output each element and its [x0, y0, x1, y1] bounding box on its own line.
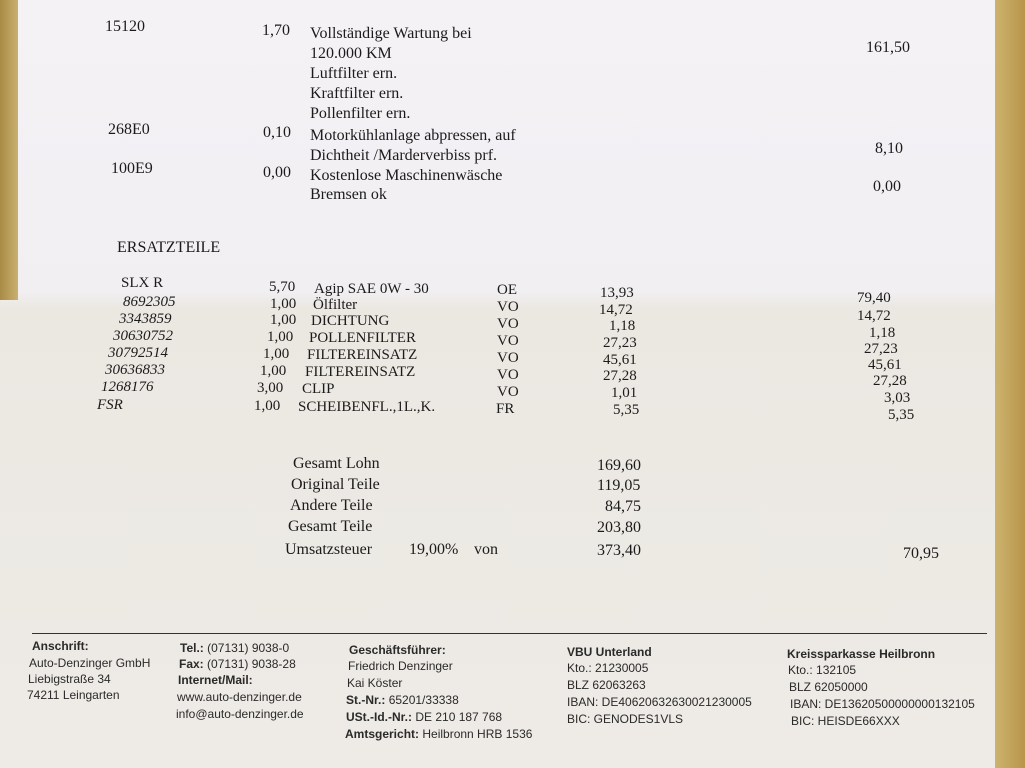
part-number: 30630752	[113, 328, 173, 344]
part-desc: POLLENFILTER	[309, 330, 416, 346]
labor-desc: Kraftfilter ern.	[310, 85, 404, 102]
bank2-line: Kto.: 132105	[788, 663, 857, 677]
bank1-title: VBU Unterland	[567, 645, 652, 659]
part-qty: 1,00	[254, 398, 281, 414]
labor-desc: Vollständige Wartung bei	[310, 25, 472, 42]
address-line: 74211 Leingarten	[27, 688, 120, 702]
labor-code: 15120	[105, 18, 145, 35]
part-total: 5,35	[888, 407, 915, 423]
part-total: 79,40	[857, 290, 891, 306]
bank2-line: BLZ 62050000	[789, 680, 868, 694]
bank1-line: BIC: GENODES1VLS	[567, 712, 684, 726]
part-qty: 1,00	[260, 363, 287, 379]
part-total: 45,61	[868, 357, 902, 373]
labor-desc: Bremsen ok	[310, 186, 387, 203]
part-qty: 1,00	[270, 296, 297, 312]
summary-label: Andere Teile	[290, 497, 373, 514]
part-qty: 1,00	[267, 329, 294, 345]
court-line	[345, 727, 532, 742]
part-type: VO	[497, 384, 519, 400]
part-desc: FILTEREINSATZ	[307, 347, 418, 363]
bank1-line: IBAN: DE40620632630021230005	[567, 695, 752, 709]
labor-code: 100E9	[111, 160, 153, 177]
part-qty: 5,70	[269, 279, 296, 295]
summary-value: 84,75	[605, 498, 641, 515]
part-type: VO	[497, 350, 519, 366]
part-type: OE	[497, 282, 517, 298]
labor-code: 268E0	[108, 121, 150, 138]
summary-label: Gesamt Teile	[288, 518, 373, 535]
part-number: SLX R	[121, 275, 164, 291]
tax-rate: 19,00%	[409, 541, 459, 558]
stnr-value: 65201/33338	[388, 693, 459, 707]
web-title: Internet/Mail:	[178, 673, 253, 687]
labor-desc: Motorkühlanlage abpressen, auf	[310, 127, 516, 144]
tel-number: (07131) 9038-0	[207, 641, 290, 655]
part-desc: DICHTUNG	[311, 313, 390, 329]
part-qty: 1,00	[263, 346, 290, 362]
part-number: 30792514	[108, 345, 168, 361]
summary-value: 119,05	[597, 477, 641, 494]
parts-heading: ERSATZTEILE	[117, 239, 221, 256]
part-number: 3343859	[119, 311, 172, 327]
footer-divider	[32, 633, 987, 634]
part-unit-price: 13,93	[600, 285, 634, 301]
tax-von: von	[474, 541, 498, 558]
part-type: VO	[497, 299, 519, 315]
part-desc: Ölfilter	[313, 297, 358, 313]
website-link[interactable]: www.auto-denzinger.de	[177, 690, 302, 704]
tel-label: Tel.:	[180, 641, 204, 655]
labor-desc: Luftfilter ern.	[310, 65, 398, 82]
labor-qty: 1,70	[262, 22, 290, 39]
summary-label: Umsatzsteuer	[285, 541, 373, 558]
manager-name: Kai Köster	[347, 676, 403, 690]
part-number: FSR	[97, 397, 123, 413]
bank2-title: Kreissparkasse Heilbronn	[787, 647, 936, 661]
part-total: 14,72	[857, 308, 891, 324]
labor-qty: 0,10	[263, 124, 291, 141]
summary-label: Original Teile	[291, 476, 380, 493]
part-total: 27,23	[864, 341, 898, 357]
wood-background-right	[995, 0, 1025, 768]
labor-qty: 0,00	[263, 164, 291, 181]
part-unit-price: 5,35	[613, 402, 640, 418]
summary-value: 203,80	[597, 519, 641, 536]
part-type: VO	[497, 333, 519, 349]
part-unit-price: 45,61	[603, 352, 637, 368]
part-number: 8692305	[123, 294, 176, 310]
address-line: Liebigstraße 34	[28, 672, 111, 686]
part-desc: FILTEREINSATZ	[305, 364, 416, 380]
summary-value: 169,60	[597, 457, 641, 474]
summary-label: Gesamt Lohn	[293, 455, 380, 472]
part-unit-price: 27,23	[603, 335, 637, 351]
tax-amount: 70,95	[903, 545, 939, 562]
bank1-line: Kto.: 21230005	[567, 661, 649, 675]
ustid-value: DE 210 187 768	[415, 710, 503, 724]
manager-name: Friedrich Denzinger	[348, 659, 453, 673]
part-total: 3,03	[884, 390, 911, 406]
labor-desc: Pollenfilter ern.	[310, 105, 411, 122]
court-label: Amtsgericht:	[345, 727, 420, 741]
stnr-label: St.-Nr.:	[346, 693, 386, 707]
part-number: 1268176	[101, 379, 154, 395]
email-link[interactable]: info@auto-denzinger.de	[176, 707, 304, 721]
labor-price: 0,00	[873, 178, 901, 195]
court-value: Heilbronn HRB 1536	[422, 727, 533, 741]
part-qty: 3,00	[257, 380, 284, 396]
part-type: VO	[497, 316, 519, 332]
tel-line	[180, 641, 289, 656]
ustid-label: USt.-Id.-Nr.:	[346, 710, 412, 724]
wood-background-left	[0, 0, 18, 300]
part-desc: Agip SAE 0W - 30	[314, 281, 429, 297]
bank1-line: BLZ 62063263	[567, 678, 646, 692]
fax-line	[179, 657, 296, 672]
part-total: 27,28	[873, 373, 907, 389]
management-title: Geschäftsführer:	[349, 643, 446, 657]
labor-desc: Dichtheit /Marderverbiss prf.	[310, 147, 498, 164]
ustid-line	[346, 710, 502, 725]
address-title: Anschrift:	[32, 639, 89, 653]
part-qty: 1,00	[270, 312, 297, 328]
part-desc: SCHEIBENFL.,1L.,K.	[298, 399, 436, 415]
part-type: VO	[497, 367, 519, 383]
part-unit-price: 27,28	[603, 368, 637, 384]
part-desc: CLIP	[302, 381, 335, 397]
part-number: 30636833	[105, 362, 165, 378]
part-unit-price: 14,72	[599, 302, 633, 318]
address-line: Auto-Denzinger GmbH	[29, 656, 151, 670]
part-unit-price: 1,18	[609, 318, 636, 334]
labor-desc: 120.000 KM	[310, 45, 392, 62]
fax-label: Fax:	[179, 657, 204, 671]
labor-price: 8,10	[875, 140, 903, 157]
bank2-line: BIC: HEISDE66XXX	[791, 714, 900, 728]
fax-number: (07131) 9038-28	[207, 657, 296, 671]
part-type: FR	[496, 401, 515, 417]
part-total: 1,18	[869, 325, 896, 341]
summary-value: 373,40	[597, 542, 641, 559]
labor-price: 161,50	[866, 39, 910, 56]
bank2-line: IBAN: DE13620500000000132105	[790, 697, 975, 711]
stnr-line	[346, 693, 459, 708]
labor-desc: Kostenlose Maschinenwäsche	[310, 167, 503, 184]
part-unit-price: 1,01	[611, 385, 638, 401]
